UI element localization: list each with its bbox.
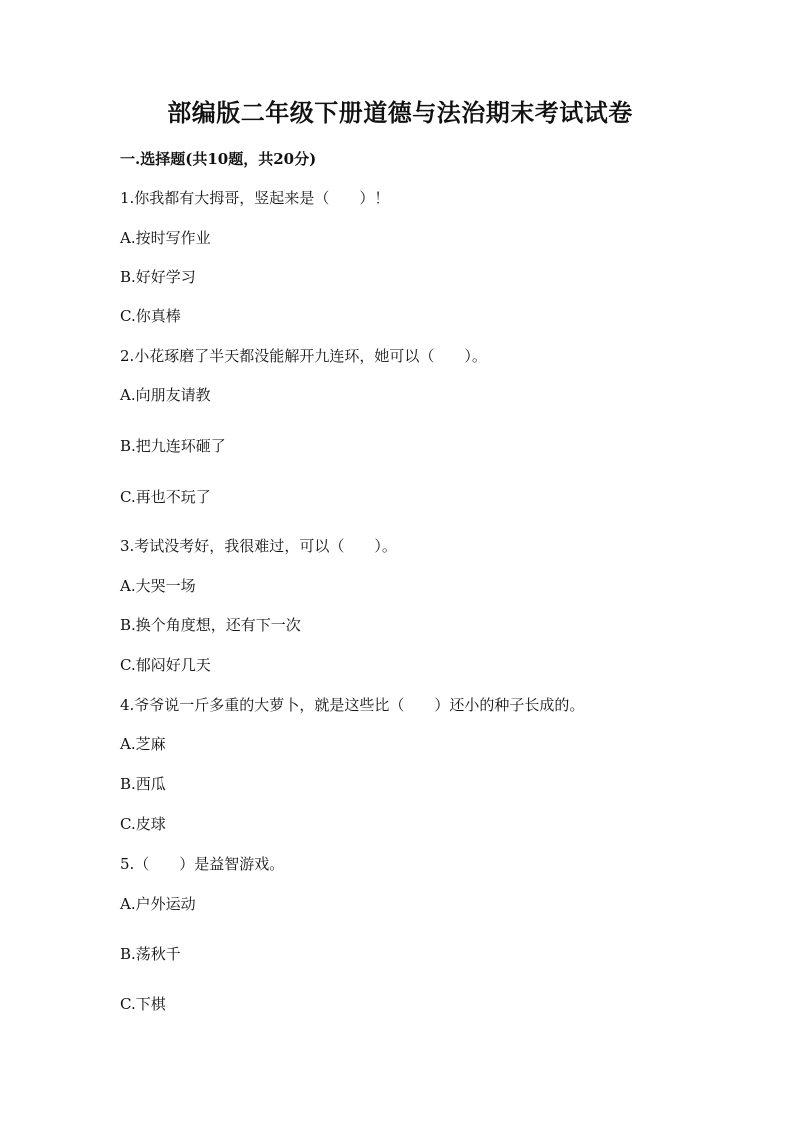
question-2-option-a: A.向朋友请教 — [120, 386, 211, 404]
question-3-option-a: A.大哭一场 — [120, 577, 196, 595]
question-3-stem: 3.考试没考好，我很难过，可以（ ）。 — [120, 537, 397, 555]
question-3-option-b: B.换个角度想，还有下一次 — [120, 616, 301, 634]
question-4-option-b: B.西瓜 — [120, 775, 166, 793]
page-title: 部编版二年级下册道德与法治期末考试试卷 — [167, 98, 633, 127]
question-4-option-a: A.芝麻 — [120, 735, 166, 753]
question-2-option-c: C.再也不玩了 — [120, 488, 211, 506]
question-3-option-c: C.郁闷好几天 — [120, 656, 211, 674]
question-2-option-b: B.把九连环砸了 — [120, 437, 226, 455]
question-1-option-c: C.你真棒 — [120, 307, 181, 325]
question-2-stem: 2.小花琢磨了半天都没能解开九连环，她可以（ ）。 — [120, 347, 487, 365]
question-4-stem: 4.爷爷说一斤多重的大萝卜，就是这些比（ ）还小的种子长成的。 — [120, 696, 585, 714]
question-1-stem: 1.你我都有大拇哥，竖起来是（ ）！ — [120, 189, 390, 207]
question-5-option-b: B.荡秋千 — [120, 945, 181, 963]
section-heading: 一.选择题(共10题，共20分) — [120, 150, 317, 168]
question-4-option-c: C.皮球 — [120, 815, 166, 833]
question-1-option-b: B.好好学习 — [120, 268, 196, 286]
question-1-option-a: A.按时写作业 — [120, 229, 211, 247]
question-5-option-c: C.下棋 — [120, 995, 166, 1013]
question-5-stem: 5.（ ）是益智游戏。 — [120, 855, 285, 873]
question-5-option-a: A.户外运动 — [120, 895, 196, 913]
